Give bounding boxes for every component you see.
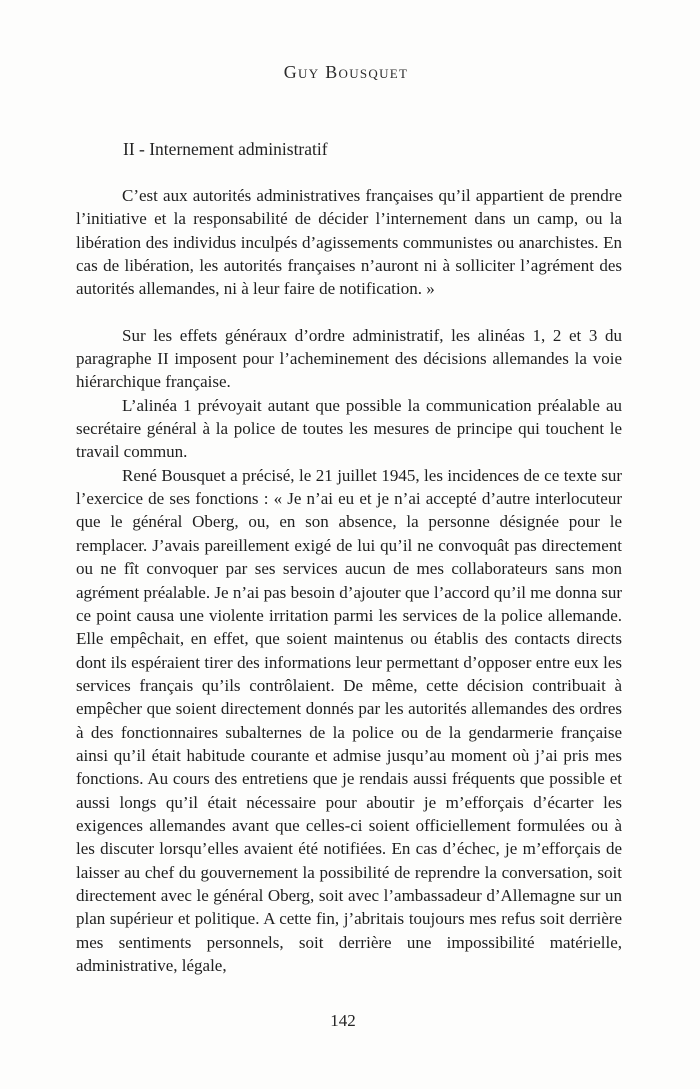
paragraph-quote-continuation: C’est aux autorités administratives françaises qu’il appartient de prendre l’initiative et la responsabilité de décider l’internement dans un camp, ou la libération des individus inculpés d’agissements communistes ou anarchistes. En cas de libération, les autorités françaises n’auront ni à solliciter l’agrément des autorités allemandes, ni à leur faire de notification. »: [76, 186, 622, 299]
running-header: Guy Bousquet: [283, 62, 409, 82]
section-heading: II - Internement administratif: [123, 139, 328, 159]
page-number: 142: [330, 1011, 356, 1030]
paragraph-effets-generaux: Sur les effets généraux d’ordre administratif, les alinéas 1, 2 et 3 du paragraphe II imposent pour l’acheminement des décisions allemandes la voie hiérarchique française.: [76, 325, 622, 392]
paragraph-rene-bousquet-temoignage: René Bousquet a précisé, le 21 juillet 1945, les incidences de ce texte sur l’exercice de ses fonctions : « Je n’ai eu et je n’ai accepté d’autre interlocuteur que le général Oberg, ou, en son absence, la personne désignée pour le remplacer. J’avais pareillement exigé de lui qu’il ne convoquât pas directement ou ne fît convoquer par ses services aucun de mes collaborateurs sans mon agrément préalable. Je n’ai pas besoin d’ajouter que l’accord qu’il me donna sur ce point causa une violente irritation parmi les services de la police allemande. Elle empêchait, en effet, que soient maintenus ou établis des contacts directs dont ils espéraient tirer des informations leur permettant d’opposer entre eux les services français qu’ils contrôlaient. De même, cette décision contribuait à empêcher que soient directement donnés par les autorités allemandes des ordres à des fonctionnaires subalternes de la police ou de la gendarmerie française ainsi qu’il était habitude courante et admise jusqu’au moment où j’ai pris mes fonctions. Au cours des entretiens que je rendais aussi fréquents que possible et aussi longs qu’il était nécessaire pour aboutir je m’efforçais d’écarter les exigences allemandes avant que celles-ci soient officiellement formulées ou à les discuter lorsqu’elles avaient été notifiées. En cas d’échec, je m’efforçais de laisser au chef du gouvernement la possibilité de reprendre la conversation, soit directement avec le général Oberg, soit avec l’ambassadeur d’Allemagne sur un plan supérieur et politique. A cette fin, j’abritais toujours mes refus soit derrière mes sentiments personnels, soit derrière une impossibilité matérielle, administrative, légale,: [76, 465, 622, 975]
paragraph-alinea-1: L’alinéa 1 prévoyait autant que possible la communication préalable au secrétaire général à la police de toutes les mesures de principe qui touchent le travail commun.: [76, 395, 622, 462]
body-text: [76, 184, 622, 977]
